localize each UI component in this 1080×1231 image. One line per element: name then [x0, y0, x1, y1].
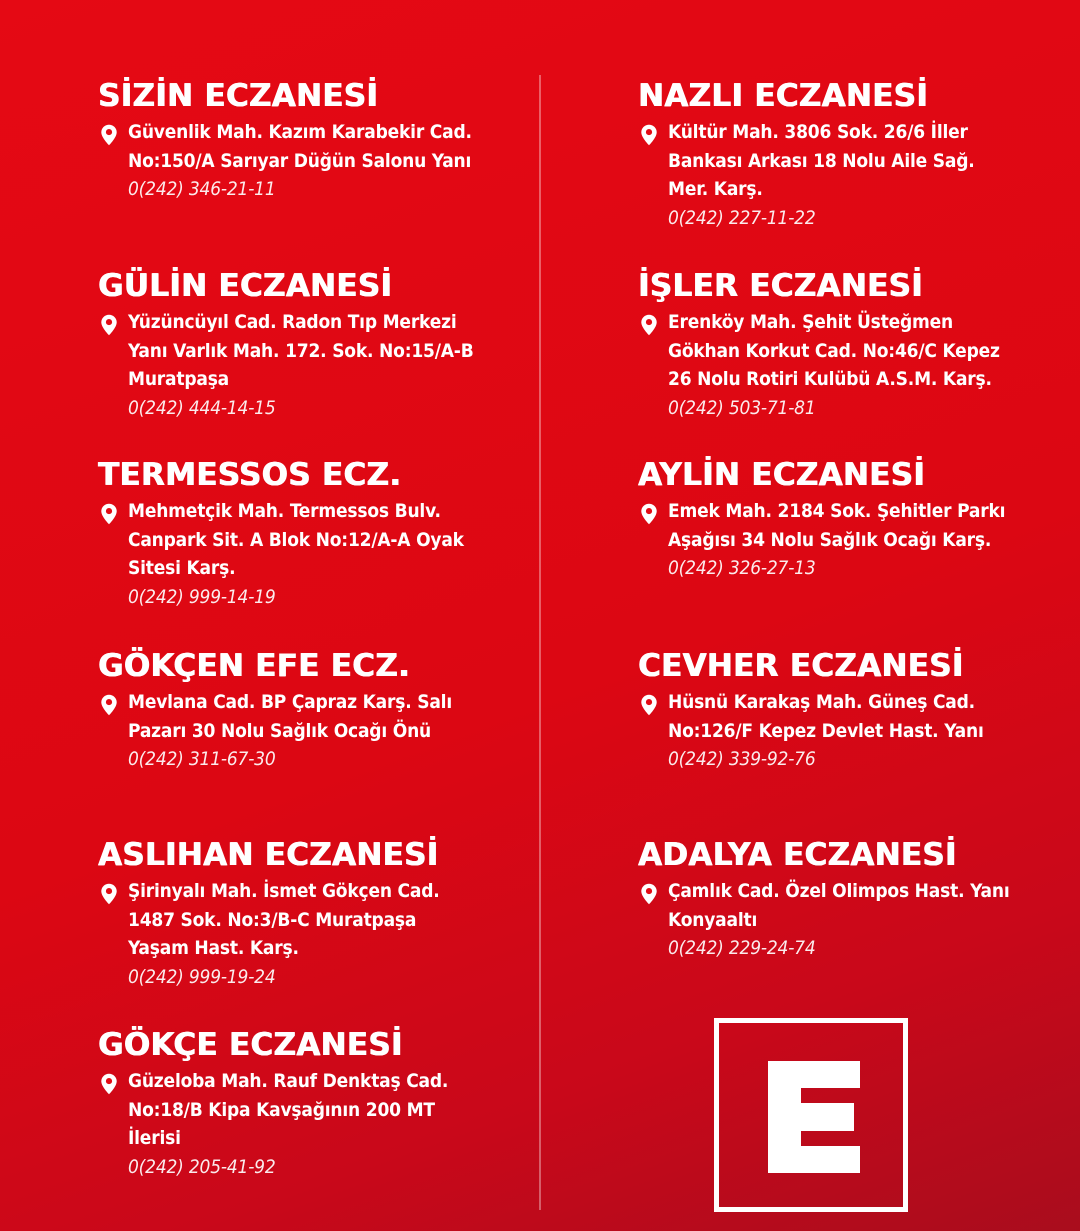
pharmacy-address: Yüzüncüyıl Cad. Radon Tıp Merkezi Yanı Varlık Mah. 172. Sok. No:15/A-B Muratpaşa [128, 311, 474, 390]
pharmacy-phone: 0(242) 205-41-92 [128, 1155, 276, 1178]
location-pin-icon [640, 883, 658, 905]
location-pin-icon [100, 694, 118, 716]
pharmacy-address: Şirinyalı Mah. İsmet Gökçen Cad. 1487 Sok. No:3/B-C Muratpaşa Yaşam Hast. Karş. [128, 880, 440, 959]
pharmacy-phone: 0(242) 999-19-24 [128, 965, 276, 988]
pharmacy-entry-gokce [98, 1027, 528, 1181]
pharmacy-phone: 0(242) 339-92-76 [668, 748, 816, 770]
pharmacy-address: Mevlana Cad. BP Çapraz Karş. Salı Pazarı 30 Nolu Sağlık Ocağı Önü [128, 691, 452, 742]
pharmacy-name: CEVHER ECZANESİ [638, 648, 964, 684]
column-divider [539, 75, 541, 1210]
pharmacy-e-logo [714, 1018, 908, 1212]
pharmacy-name: AYLİN ECZANESİ [638, 457, 926, 493]
pharmacy-entry-nazli [638, 78, 1068, 232]
pharmacy-name: GÜLİN ECZANESİ [98, 268, 393, 304]
location-pin-icon [100, 503, 118, 525]
location-pin-icon [640, 314, 658, 336]
pharmacy-entry-sizin [98, 78, 528, 203]
pharmacy-address: Güzeloba Mah. Rauf Denktaş Cad. No:18/B Kipa Kavşağının 200 MT İlerisi [128, 1070, 449, 1149]
pharmacy-address: Kültür Mah. 3806 Sok. 26/6 İller Bankası Arkası 18 Nolu Aile Sağ. Mer. Karş. [668, 121, 975, 200]
pharmacy-phone: 0(242) 999-14-19 [128, 585, 276, 608]
pharmacy-phone: 0(242) 346-21-11 [128, 178, 276, 200]
pharmacy-phone: 0(242) 229-24-74 [668, 937, 816, 959]
pharmacy-address: Mehmetçik Mah. Termessos Bulv. Canpark Sit. A Blok No:12/A-A Oyak Sitesi Karş. [128, 500, 464, 579]
location-pin-icon [640, 124, 658, 146]
pharmacy-entry-termessos [98, 457, 528, 611]
pharmacy-address: Çamlık Cad. Özel Olimpos Hast. Yanı Konyaaltı [668, 880, 1010, 931]
location-pin-icon [640, 503, 658, 525]
pharmacy-name: GÖKÇE ECZANESİ [98, 1027, 403, 1063]
pharmacy-address: Erenköy Mah. Şehit Üsteğmen Gökhan Korkut Cad. No:46/C Kepez 26 Nolu Rotiri Kulübü A.S.M. Karş. [668, 311, 1000, 390]
pharmacy-entry-aslihan [98, 837, 528, 991]
location-pin-icon [100, 124, 118, 146]
pharmacy-entry-adalya [638, 837, 1068, 962]
location-pin-icon [100, 314, 118, 336]
pharmacy-phone: 0(242) 227-11-22 [668, 206, 816, 229]
pharmacy-name: ADALYA ECZANESİ [638, 837, 957, 873]
pharmacy-address: Hüsnü Karakaş Mah. Güneş Cad. No:126/F Kepez Devlet Hast. Yanı [668, 691, 984, 742]
pharmacy-address: Güvenlik Mah. Kazım Karabekir Cad. No:150/A Sarıyar Düğün Salonu Yanı [128, 121, 472, 172]
pharmacy-name: NAZLI ECZANESİ [638, 78, 929, 114]
pharmacy-entry-aylin [638, 457, 1068, 582]
pharmacy-phone: 0(242) 326-27-13 [668, 557, 816, 579]
location-pin-icon [100, 1073, 118, 1095]
pharmacy-entry-gulin [98, 268, 528, 422]
letter-e-icon [768, 1061, 860, 1173]
pharmacy-phone: 0(242) 444-14-15 [128, 396, 276, 419]
pharmacy-name: TERMESSOS ECZ. [98, 457, 402, 493]
pharmacy-entry-cevher [638, 648, 1068, 773]
pharmacy-phone: 0(242) 311-67-30 [128, 748, 276, 770]
pharmacy-name: GÖKÇEN EFE ECZ. [98, 648, 411, 684]
location-pin-icon [100, 883, 118, 905]
pharmacy-entry-gokcen-efe [98, 648, 528, 773]
location-pin-icon [640, 694, 658, 716]
pharmacy-phone: 0(242) 503-71-81 [668, 396, 816, 419]
pharmacy-name: ASLIHAN ECZANESİ [98, 837, 439, 873]
pharmacy-entry-isler [638, 268, 1068, 422]
pharmacy-address: Emek Mah. 2184 Sok. Şehitler Parkı Aşağısı 34 Nolu Sağlık Ocağı Karş. [668, 500, 1006, 551]
pharmacy-name: SİZİN ECZANESİ [98, 78, 379, 114]
pharmacy-name: İŞLER ECZANESİ [638, 268, 924, 304]
